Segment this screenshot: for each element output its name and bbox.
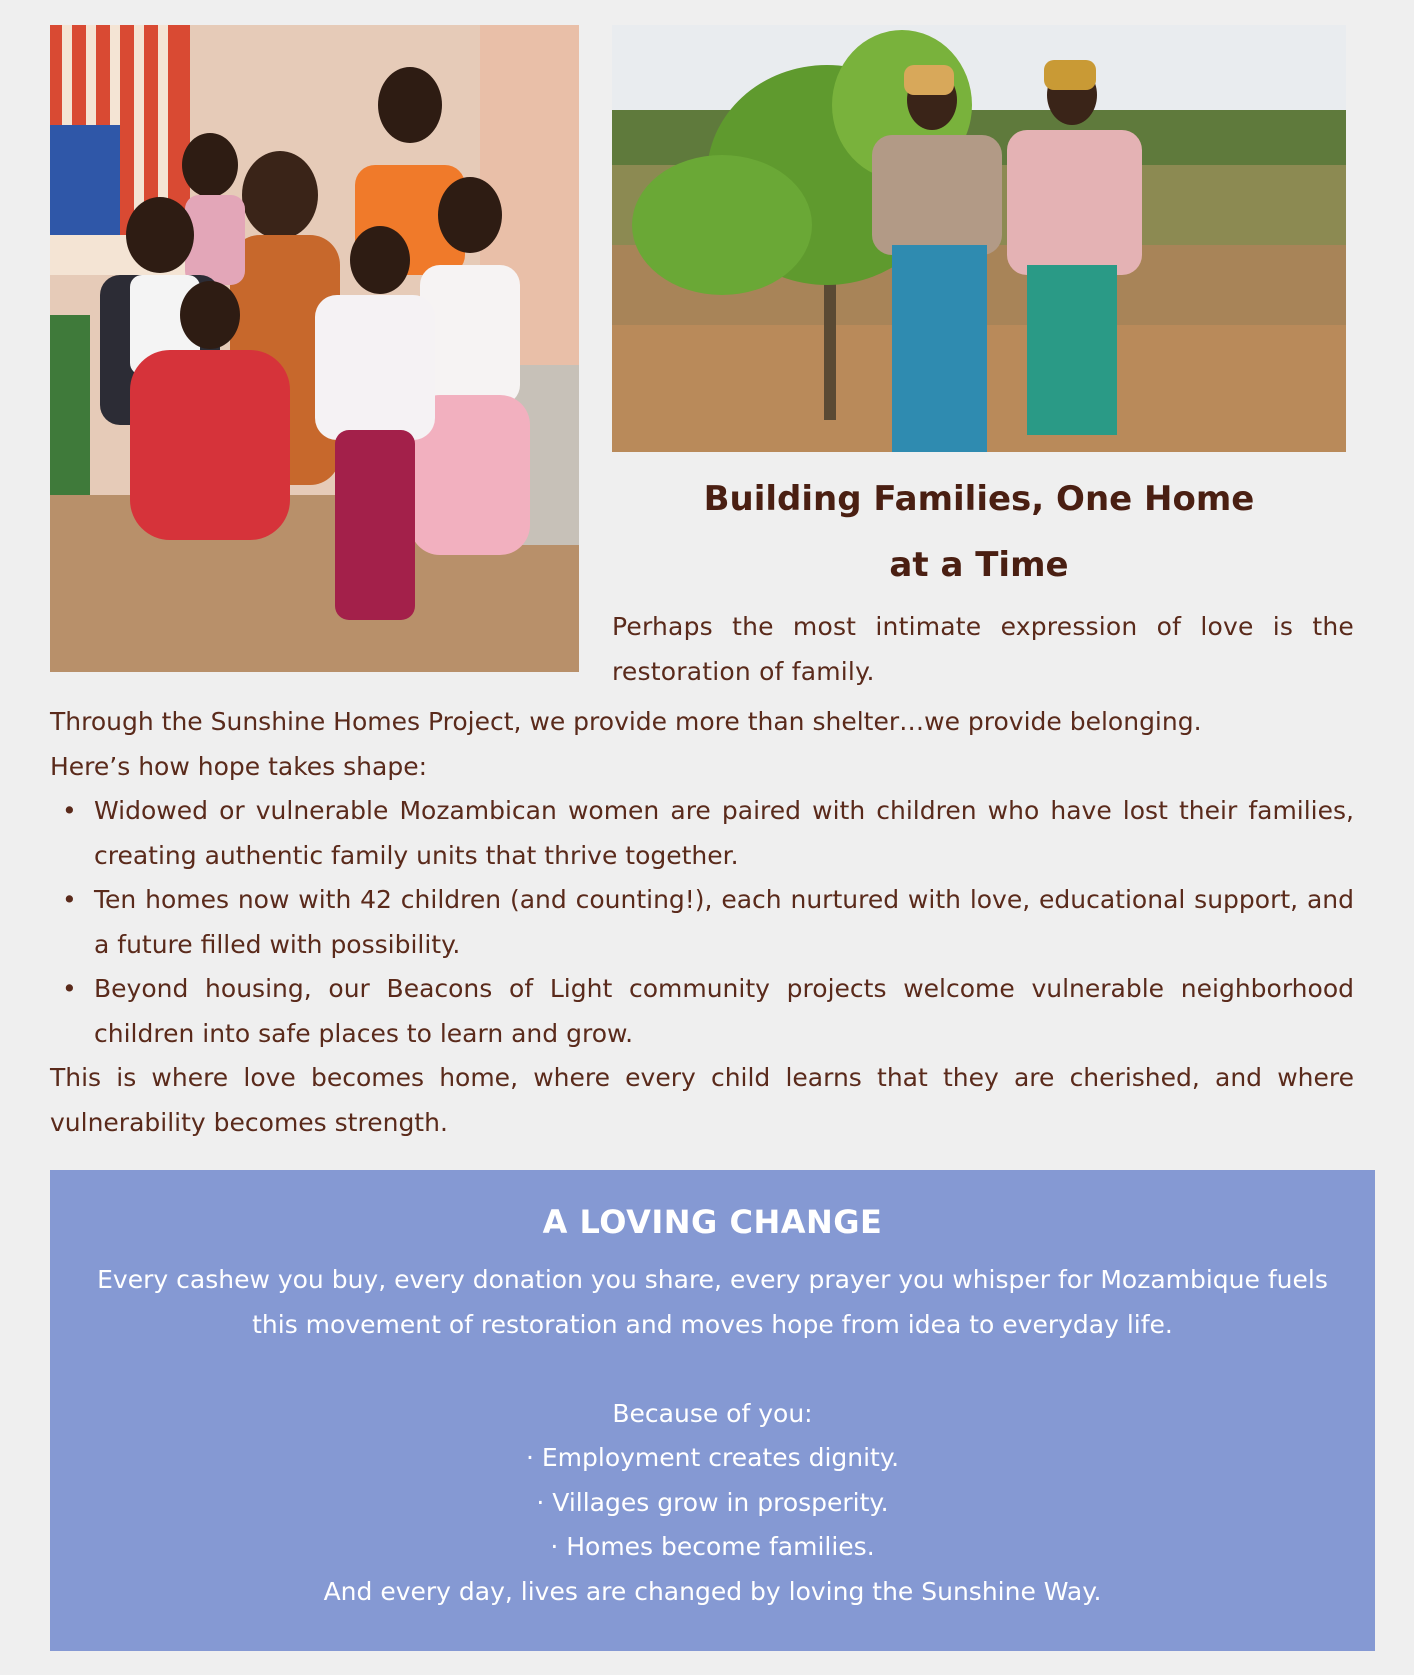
bullet-icon: • — [62, 885, 77, 914]
body-copy — [50, 700, 1354, 1145]
callout-body — [90, 1258, 1335, 1614]
hope-list — [50, 789, 1354, 1056]
callout-title: A LOVING CHANGE — [542, 1203, 883, 1241]
list-item — [62, 789, 1354, 878]
loving-change-callout — [50, 1170, 1375, 1651]
headline-line-1: Building Families, One Home — [703, 479, 1255, 519]
closing-paragraph: This is where love becomes home, where every child learns that they are cherished, and where vulnerability becomes strength. — [50, 1063, 1354, 1137]
list-item — [62, 967, 1354, 1056]
bullet-icon: • — [62, 974, 77, 1003]
headline-line-2: at a Time — [889, 545, 1069, 585]
list-item-text: Ten homes now with 42 children (and counting!), each nurtured with love, educational support, and a future filled with possibility. — [94, 885, 1354, 959]
bullet-icon: • — [62, 796, 77, 825]
lead-subheading: Here’s how hope takes shape: — [50, 751, 428, 781]
because-label: Because of you: — [612, 1398, 813, 1428]
lead-sentence: Through the Sunshine Homes Project, we provide more than shelter…we provide belonging. — [50, 707, 1202, 736]
women-with-cashew-tree-photo — [612, 25, 1346, 452]
list-item — [62, 878, 1354, 967]
intro-paragraph: Perhaps the most intimate expression of love is the restoration of family. — [612, 612, 1354, 686]
section-headline — [612, 466, 1346, 598]
list-item-text: Beyond housing, our Beacons of Light community projects welcome vulnerable neighborhood children into safe places to learn and grow. — [94, 974, 1354, 1048]
callout-list — [90, 1436, 1335, 1570]
callout-list-item: · Employment creates dignity. — [525, 1443, 900, 1472]
callout-paragraph: Every cashew you buy, every donation you share, every prayer you whisper for Mozambique fuels this movement of restoration and moves hope from idea to everyday life. — [97, 1265, 1328, 1339]
callout-list-item: · Homes become families. — [550, 1532, 875, 1561]
callout-spacer — [90, 1347, 1335, 1392]
callout-list-item: · Villages grow in prosperity. — [536, 1487, 889, 1517]
callout-closing: And every day, lives are changed by loving the Sunshine Way. — [323, 1576, 1102, 1606]
list-item-text: Widowed or vulnerable Mozambican women are paired with children who have lost their families, creating authentic family units that thrive together. — [94, 796, 1354, 870]
family-group-photo — [50, 25, 579, 672]
